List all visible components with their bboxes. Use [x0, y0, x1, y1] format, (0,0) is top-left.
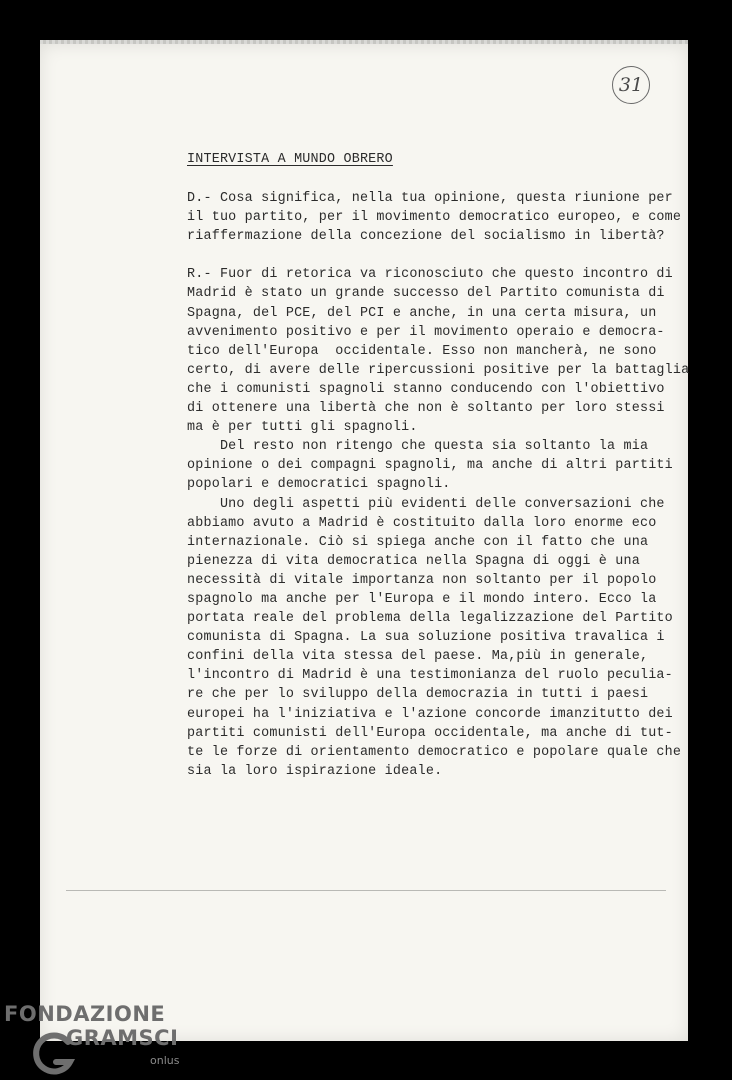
text-line: Madrid è stato un grande successo del Partito comunista di: [187, 286, 665, 302]
text-line: abbiamo avuto a Madrid è costituito dalla loro enorme eco: [187, 515, 657, 531]
answer-paragraph-1: [187, 265, 690, 437]
text-line: tico dell'Europa occidentale. Esso non mancherà, ne sono: [187, 343, 657, 359]
text-line: Del resto non ritengo che questa sia soltanto la mia: [187, 439, 649, 455]
text-line: confini della vita stessa del paese. Ma,più in generale,: [187, 649, 649, 665]
text-line: riaffermazione della concezione del socialismo in libertà?: [187, 229, 665, 245]
text-line: certo, di avere delle ripercussioni positive per la battaglia: [187, 362, 690, 378]
text-line: R.- Fuor di retorica va riconosciuto che questo incontro di: [187, 267, 673, 283]
text-line: che i comunisti spagnoli stanno conducendo con l'obiettivo: [187, 381, 665, 397]
text-line: re che per lo sviluppo della democrazia in tutti i paesi: [187, 687, 649, 703]
text-line: di ottenere una libertà che non è soltanto per loro stessi: [187, 401, 665, 417]
text-line: partiti comunisti dell'Europa occidentale, ma anche di tut-: [187, 725, 673, 741]
text-line: avvenimento positivo e per il movimento operaio e democra-: [187, 324, 665, 340]
document-body: [187, 150, 690, 781]
text-line: portata reale del problema della legalizzazione del Partito: [187, 611, 673, 627]
page-footer-rule: [66, 890, 666, 891]
document-title: INTERVISTA A MUNDO OBRERO: [187, 152, 393, 167]
watermark-line-2: GRAMSCI: [66, 1026, 179, 1050]
watermark-line-3: onlus: [150, 1054, 180, 1067]
text-line: necessità di vitale importanza non soltanto per il popolo: [187, 572, 657, 588]
text-line: D.- Cosa significa, nella tua opinione, questa riunione per: [187, 191, 673, 207]
page-number-stamp: 31: [612, 66, 650, 104]
text-line: internazionale. Ciò si spiega anche con il fatto che una: [187, 534, 649, 550]
watermark-line-1: FONDAZIONE: [4, 1002, 166, 1026]
text-line: europei ha l'iniziativa e l'azione concorde imanzitutto dei: [187, 706, 673, 722]
fondazione-gramsci-watermark: [0, 1000, 200, 1080]
answer-paragraph-3: [187, 495, 682, 781]
text-line: te le forze di orientamento democratico e popolare quale che: [187, 744, 682, 760]
text-line: pienezza di vita democratica nella Spagna di oggi è una: [187, 553, 640, 569]
text-line: comunista di Spagna. La sua soluzione positiva travalica i: [187, 630, 665, 646]
text-line: Uno degli aspetti più evidenti delle conversazioni che: [187, 496, 665, 512]
question-paragraph: [187, 189, 682, 246]
text-line: ma è per tutti gli spagnoli.: [187, 420, 418, 436]
text-line: opinione o dei compagni spagnoli, ma anche di altri partiti: [187, 458, 673, 474]
text-line: sia la loro ispirazione ideale.: [187, 763, 443, 779]
answer-paragraph-2: [187, 437, 673, 494]
text-line: Spagna, del PCE, del PCI e anche, in una certa misura, un: [187, 305, 657, 321]
text-line: il tuo partito, per il movimento democratico europeo, e come: [187, 210, 682, 226]
text-line: popolari e democratici spagnoli.: [187, 477, 451, 493]
text-line: spagnolo ma anche per l'Europa e il mondo intero. Ecco la: [187, 591, 657, 607]
text-line: l'incontro di Madrid è una testimonianza del ruolo peculia-: [187, 668, 673, 684]
